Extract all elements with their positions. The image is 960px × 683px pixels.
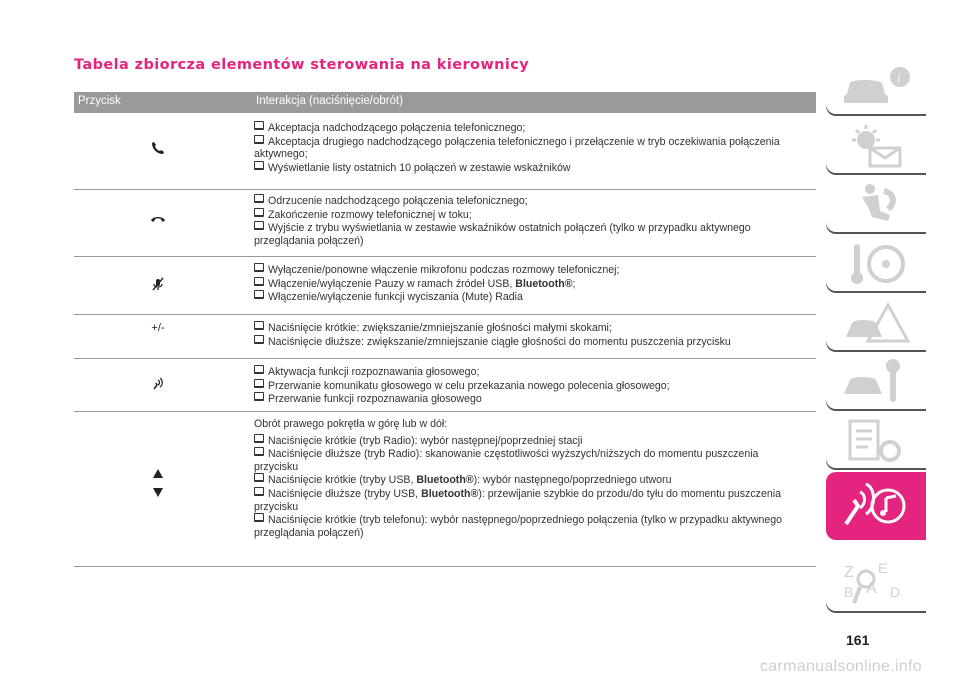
row-description: Obrót prawego pokrętła w górę lub w dół: Naciśnięcie krótkie (tryb Radio): wybór następnej/poprzedniej stacji Naciśnięcie dłuższe (tryb Radio): skanowanie częstotliwości wyższych/niższych do momentu puszczenia przycisku Naciśnięcie krótkie (tryby USB, Bluetooth®): wybór następnego/poprzedniego utworu Naciśnięcie dłuższe (tryby USB, Bluetooth®): przewijanie szybkie do przodu/do tyłu do momentu puszczenia przycisku Naciśnięcie krótkie (tryb telefonu): wybór następnego/poprzedniego połączenia (tylko w przypadku aktywnego przeglądania połączeń) — [254, 418, 804, 539]
checkbox-bullet-icon — [254, 277, 264, 286]
row-description: Odrzucenie nadchodzącego połączenia telefonicznego; Zakończenie rozmowy telefonicznej w toku; Wyjście z trybu wyświetlania w zestawie wskaźników ostatnich połączeń (tylko w przypadku aktywnego przeglądania połączeń) — [254, 195, 751, 247]
svg-text:i: i — [897, 70, 901, 85]
tab-car-info[interactable] — [826, 59, 926, 116]
tab-index[interactable] — [826, 553, 926, 613]
technical-data-icon — [838, 417, 914, 465]
header-button-column: Przycisk — [78, 95, 121, 107]
multimedia-icon — [838, 476, 914, 534]
table-row — [74, 257, 816, 315]
page-title: Tabela zbiorcza elementów sterowania na kierownicy — [74, 57, 530, 73]
checkbox-bullet-icon — [254, 321, 264, 330]
driving-icon — [838, 240, 914, 288]
table-row — [74, 412, 816, 567]
page-number: 161 — [846, 632, 870, 648]
checkbox-bullet-icon — [254, 290, 264, 299]
table-row — [74, 315, 816, 359]
tab-maintenance[interactable] — [826, 354, 926, 411]
car-info-icon — [838, 63, 914, 111]
checkbox-bullet-icon — [254, 392, 264, 401]
volume-plus-minus-label: +/- — [151, 322, 165, 334]
checkbox-bullet-icon — [254, 473, 264, 482]
svg-text:B: B — [844, 584, 854, 600]
checkbox-bullet-icon — [254, 447, 264, 456]
checkbox-bullet-icon — [254, 513, 264, 522]
checkbox-bullet-icon — [254, 263, 264, 272]
svg-text:Z: Z — [844, 564, 854, 581]
checkbox-bullet-icon — [254, 135, 264, 144]
tab-driving[interactable] — [826, 236, 926, 293]
row-description: Akceptacja nadchodzącego połączenia telefonicznego; Akceptacja drugiego nadchodzącego połączenia telefonicznego i przełączenie w tryb oczekiwania połączenia aktywnego; Wyświetlanie listy ostatnich 10 połączeń w zestawie wskaźników — [254, 122, 780, 174]
up-down-arrows-icon — [74, 468, 242, 501]
warning-lights-icon — [838, 122, 914, 170]
svg-text:A: A — [866, 580, 877, 597]
emergency-icon — [838, 299, 914, 347]
index-icon — [838, 557, 914, 609]
watermark: carmanualsonline.info — [760, 658, 922, 675]
checkbox-bullet-icon — [254, 121, 264, 130]
checkbox-bullet-icon — [254, 208, 264, 217]
checkbox-bullet-icon — [254, 335, 264, 344]
header-interaction-column: Interakcja (naciśnięcie/obrót) — [256, 95, 404, 107]
voice-command-icon — [74, 377, 242, 394]
svg-text:D: D — [890, 584, 901, 600]
tab-technical-data[interactable] — [826, 413, 926, 470]
tab-emergency[interactable] — [826, 295, 926, 352]
row-description: Aktywacja funkcji rozpoznawania głosowego; Przerwanie komunikatu głosowego w celu przekazania nowego polecenia głosowego; Przerwanie funkcji rozpoznawania głosowego — [254, 365, 804, 406]
tab-multimedia[interactable] — [826, 472, 926, 540]
table-row — [74, 190, 816, 257]
safety-icon — [838, 181, 914, 229]
checkbox-bullet-icon — [254, 365, 264, 374]
row-description: Wyłączenie/ponowne włączenie mikrofonu podczas rozmowy telefonicznej; Włączenie/wyłączenie Pauzy w ramach źródeł USB, Bluetooth®; Włączenie/wyłączenie funkcji wyciszania (Mute) Radia — [254, 263, 804, 304]
tab-warning-lights[interactable] — [826, 118, 926, 175]
svg-text:E: E — [878, 560, 888, 576]
phone-accept-icon — [74, 141, 242, 158]
checkbox-bullet-icon — [254, 221, 264, 230]
rotary-intro: Obrót prawego pokrętła w górę lub w dół: — [254, 418, 448, 430]
table-row — [74, 117, 816, 190]
maintenance-icon — [838, 358, 914, 406]
checkbox-bullet-icon — [254, 487, 264, 496]
checkbox-bullet-icon — [254, 434, 264, 443]
checkbox-bullet-icon — [254, 194, 264, 203]
row-description: Naciśnięcie krótkie: zwiększanie/zmniejszanie głośności małymi skokami; Naciśnięcie dłuższe: zwiększanie/zmniejszanie ciągłe głośności do momentu puszczenia przycisku — [254, 321, 804, 348]
checkbox-bullet-icon — [254, 379, 264, 388]
tab-safety[interactable] — [826, 177, 926, 234]
checkbox-bullet-icon — [254, 161, 264, 170]
mute-icon — [74, 277, 242, 294]
table-header — [74, 92, 816, 113]
table-row — [74, 359, 816, 412]
phone-hangup-icon — [74, 214, 242, 227]
